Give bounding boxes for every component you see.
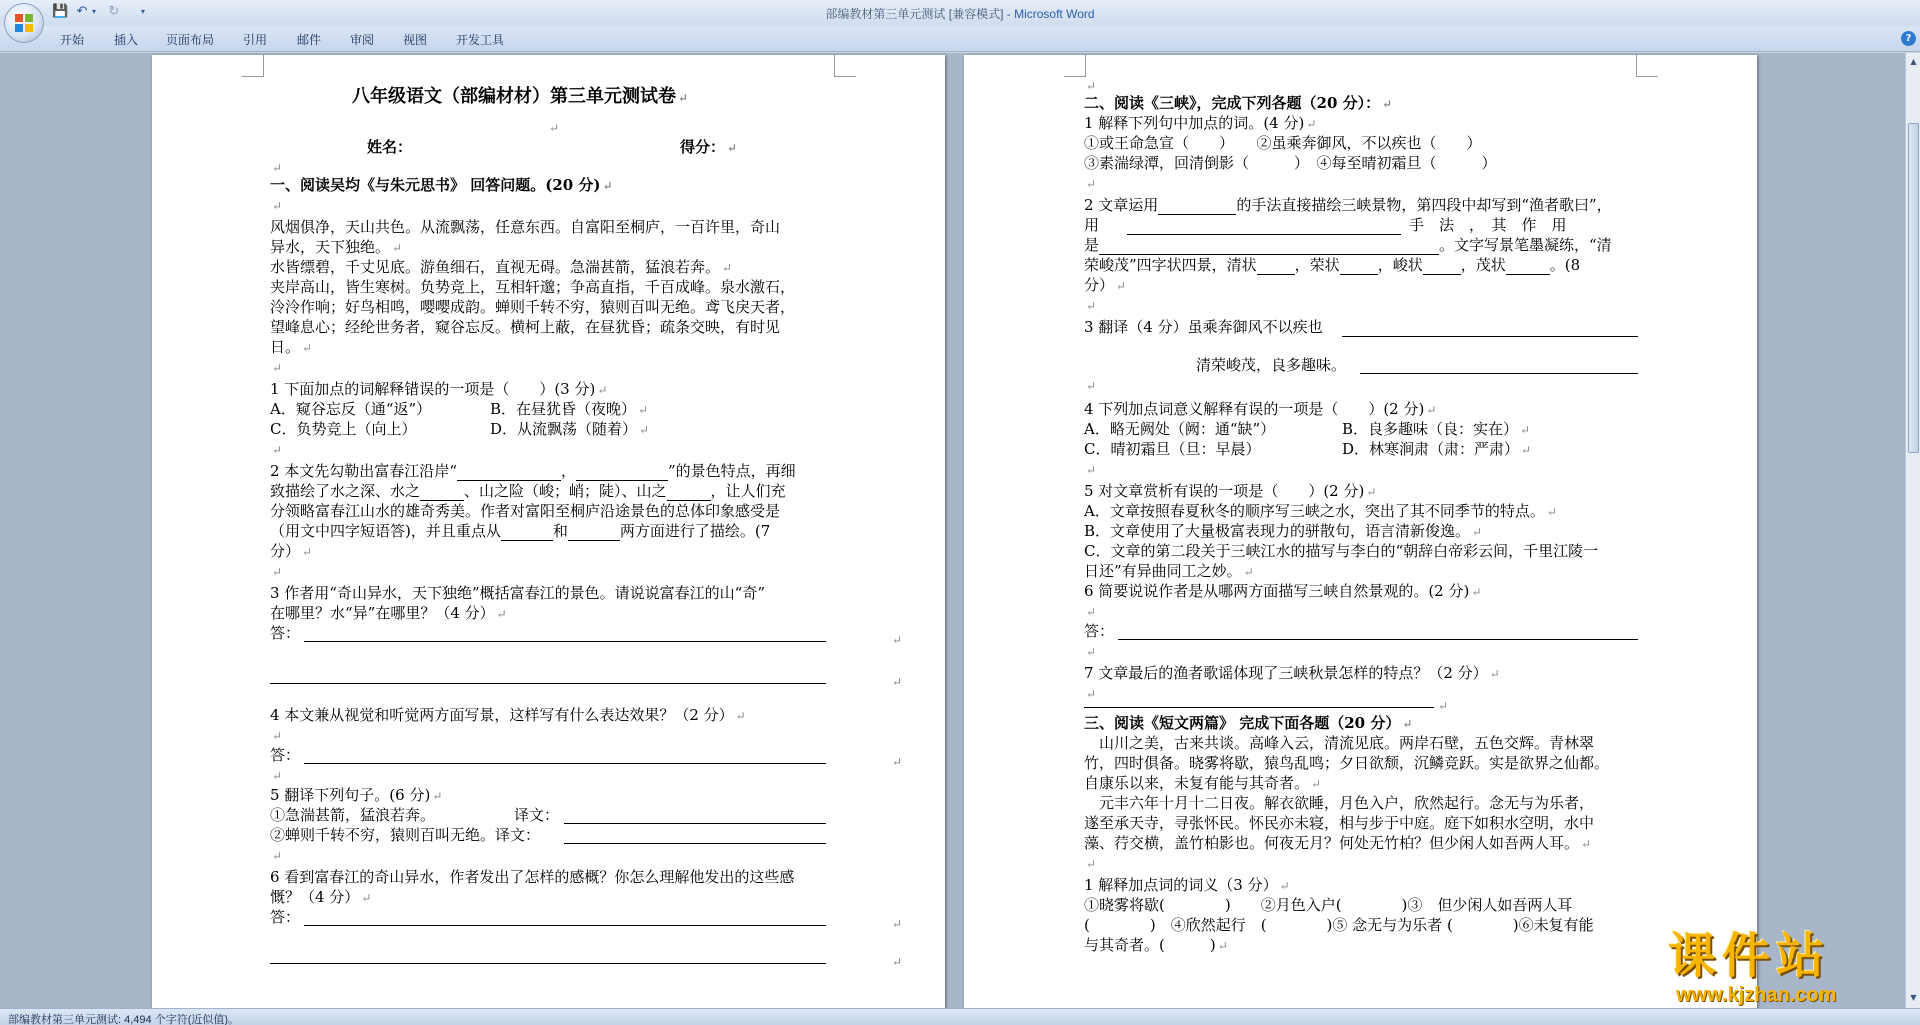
tab-insert[interactable]: 插入 <box>114 33 139 47</box>
passage-line: 竹，四时俱备。晓雾将歇，猿鸟乱鸣；夕日欲颓，沉鳞竞跃。实是欲界之仙都。 <box>1084 754 1610 772</box>
blank-line: ↵ <box>549 121 560 135</box>
translation-line[interactable] <box>1360 373 1638 374</box>
tab-home[interactable]: 开始 <box>60 33 85 47</box>
translation-label: 译文： <box>514 806 560 824</box>
blank-line: ↵ <box>1086 605 1097 619</box>
question-2: 是 。文字写景笔墨凝练，“清 <box>1084 236 1612 254</box>
answer-blank[interactable] <box>576 465 668 481</box>
status-bar <box>0 1008 1920 1025</box>
watermark-url: www.kjzhan.com <box>1676 984 1837 1006</box>
blank-line: ↵ <box>272 361 283 375</box>
app-name: Microsoft Word <box>1014 7 1095 21</box>
blank-line: ↵ <box>1086 463 1097 477</box>
blank-line: ↵ <box>1086 857 1097 871</box>
blank-line: ↵ <box>272 729 283 743</box>
answer-blank[interactable] <box>1127 219 1401 235</box>
blank-line: ↵ <box>272 443 283 457</box>
paragraph-mark: ↵ <box>892 955 903 969</box>
question-1-items: ①或王命急宣（ ） ②虽乘奔御风，不以疾也（ ） <box>1084 134 1482 152</box>
paragraph-mark: ↵ <box>892 755 903 769</box>
page-title: 八年级语文（部编材材）第三单元测试卷 ↵ <box>352 86 689 107</box>
question-3-sentence: 清荣峻茂，良多趣味。 <box>1196 356 1347 374</box>
answer-blank[interactable] <box>420 485 464 501</box>
tab-review[interactable]: 审阅 <box>350 33 375 47</box>
question-2: （用文中四字短语答)，并且重点从 和 两方面进行了描绘。(7 <box>270 522 771 540</box>
passage-line: 水皆缥碧，千丈见底。游鱼细石，直视无碍。急湍甚箭，猛浪若奔。 ↵ <box>270 258 733 276</box>
question-5: 5 翻译下列句子。(6 分) ↵ <box>270 786 443 804</box>
question-2: 2 文章运用 的手法直接描绘三峡景物，第四段中却写到“渔者歌曰”， <box>1084 196 1612 214</box>
answer-label: 答： <box>270 908 301 926</box>
paragraph-mark: ↵ <box>892 675 903 689</box>
option-b: B．在昼犹昏（夜晚） ↵ <box>490 400 649 418</box>
blank-line: ↵ <box>1086 79 1097 93</box>
tab-view[interactable]: 视图 <box>403 33 428 47</box>
score-field[interactable]: 得分： ↵ <box>680 138 738 156</box>
passage-line: 藻、荇交横，盖竹柏影也。何夜无月？何处无竹柏？但少闲人如吾两人耳。 ↵ <box>1084 834 1592 852</box>
blank-line: ↵ <box>1086 379 1097 393</box>
question-2: 分领略富春江山水的雄奇秀美。作者对富阳至桐庐沿途景色的总体印象感受是 <box>270 502 781 520</box>
paragraph-mark: ↵ <box>1438 699 1449 713</box>
question-8-items: ①晓雾将歇( ) ②月色入户( )③ 但少闲人如吾两人耳 <box>1084 896 1573 914</box>
option-a: A．略无阙处（阙：通“缺”） <box>1084 420 1276 438</box>
answer-line[interactable] <box>304 641 826 642</box>
blank-line: ↵ <box>1086 687 1097 701</box>
word-count-status[interactable]: 部编教材第三单元测试: 4,494 个字符(近似值)。 <box>8 1014 240 1025</box>
tab-references[interactable]: 引用 <box>243 33 268 47</box>
watermark-logo: 课件站 <box>1668 928 1831 984</box>
question-8-items: 与其奇者。( ) ↵ <box>1084 936 1228 954</box>
blank-line: ↵ <box>272 849 283 863</box>
answer-blank[interactable] <box>457 465 561 481</box>
answer-line[interactable] <box>270 963 826 964</box>
tab-developer[interactable]: 开发工具 <box>456 33 505 47</box>
passage-line: 元丰六年十月十二日夜。解衣欲睡，月色入户，欣然起行。念无与为乐者， <box>1084 794 1595 812</box>
answer-line[interactable] <box>1118 639 1638 640</box>
blank-line: ↵ <box>272 199 283 213</box>
option-d: D．林寒涧肃（肃：严肃） ↵ <box>1342 440 1532 458</box>
question-3: 在哪里？水“异”在哪里？（4 分） ↵ <box>270 604 507 622</box>
question-2: 分） ↵ <box>270 542 313 560</box>
office-logo-icon <box>14 13 34 33</box>
answer-line[interactable] <box>304 925 826 926</box>
scrollbar-thumb[interactable] <box>1908 123 1919 453</box>
paragraph-mark: ↵ <box>892 633 903 647</box>
window-title <box>0 5 1920 22</box>
question-1-items: ③素湍绿潭，回清倒影（ ） ④每至晴初霜旦（ ） <box>1084 154 1497 172</box>
option-b: B．良多趣味（良：实在） ↵ <box>1342 420 1531 438</box>
answer-blank[interactable] <box>1099 239 1439 255</box>
undo-dropdown-icon[interactable]: ▾ <box>91 7 96 16</box>
question-1: 1 下面加点的词解释错误的一项是（ ）(3 分) ↵ <box>270 380 608 398</box>
scroll-down-icon[interactable]: ▼ <box>1910 993 1917 1002</box>
blank-line: ↵ <box>272 769 283 783</box>
passage-line: 望峰息心；经纶世务者，窥谷忘反。横柯上蔽，在昼犹昏；疏条交映，有时见 <box>270 318 781 336</box>
question-4: 4 下列加点词意义解释有误的一项是（ ）(2 分) ↵ <box>1084 400 1437 418</box>
option-a: A．文章按照春夏秋冬的顺序写三峡之水，突出了其不同季节的特点。 ↵ <box>1084 502 1557 520</box>
question-6: 6 简要说说作者是从哪两方面描写三峡自然景观的。(2 分) ↵ <box>1084 582 1482 600</box>
sentence-1: ①急湍甚箭，猛浪若奔。 <box>270 806 436 824</box>
question-2: 致描绘了水之深、水之 、山之险（峻；峭；陡）、山之 ，让人们充 <box>270 482 786 500</box>
blank-line: ↵ <box>272 161 283 175</box>
page-right <box>964 55 1757 1008</box>
question-4: 4 本文兼从视觉和听觉两方面写景，这样写有什么表达效果？（2 分） ↵ <box>270 706 746 724</box>
blank-line: ↵ <box>1086 177 1097 191</box>
redo-icon[interactable]: ↻ <box>108 4 120 19</box>
answer-blank[interactable] <box>1423 259 1461 275</box>
margin-corner <box>1636 55 1658 77</box>
passage-line: 泠泠作响；好鸟相鸣，嘤嘤成韵。蝉则千转不穷，猿则百叫无绝。鸢飞戾天者， <box>270 298 796 316</box>
question-2: 分） ↵ <box>1084 276 1127 294</box>
question-1: 1 解释下列句中加点的词。(4 分) ↵ <box>1084 114 1317 132</box>
margin-corner <box>242 55 264 77</box>
document-title: 部编教材第三单元测试 [兼容模式] - <box>825 7 1015 21</box>
answer-blank[interactable] <box>667 485 711 501</box>
question-3: 3 翻译（4 分）虽乘奔御风不以疾也 <box>1084 318 1323 336</box>
passage-line: 日。 ↵ <box>270 338 313 356</box>
margin-corner <box>834 55 856 77</box>
option-c: C．负势竞上（向上） <box>270 420 417 438</box>
undo-icon[interactable]: ↶ <box>76 4 88 19</box>
blank-line: ↵ <box>1086 645 1097 659</box>
answer-blank[interactable] <box>501 525 553 541</box>
option-d: D．从流飘荡（随着） ↵ <box>490 420 650 438</box>
name-field[interactable]: 姓名： <box>367 138 413 156</box>
paragraph-mark: ↵ <box>892 917 903 931</box>
section-3-heading: 三、阅读《短文两篇》 完成下面各题（20 分） ↵ <box>1084 714 1413 732</box>
answer-label: 答： <box>270 624 301 642</box>
answer-label: 答： <box>270 746 301 764</box>
answer-blank[interactable] <box>1257 259 1295 275</box>
translation-line[interactable] <box>564 823 826 824</box>
option-a: A．窥谷忘反（通“返”） <box>270 400 432 418</box>
option-c: C．晴初霜旦（旦：早晨） <box>1084 440 1261 458</box>
ribbon-tabs <box>0 26 1920 52</box>
section-1-heading: 一、阅读吴均《与朱元思书》 回答问题。(20 分) ↵ <box>270 176 613 194</box>
answer-line[interactable] <box>1084 707 1434 708</box>
title-bar <box>0 0 1920 26</box>
office-button[interactable] <box>4 3 44 43</box>
option-c: C．文章的第二段关于三峡江水的描写与李白的“朝辞白帝彩云间，千里江陵一 <box>1084 542 1599 560</box>
tab-mailings[interactable]: 邮件 <box>297 33 322 47</box>
blank-line: ↵ <box>272 565 283 579</box>
option-b: B．文章使用了大量极富表现力的骈散句，语言清新俊逸。 ↵ <box>1084 522 1483 540</box>
passage-line: 山川之美，古来共谈。高峰入云，清流见底。两岸石壁，五色交辉。青林翠 <box>1084 734 1595 752</box>
question-7: 7 文章最后的渔者歌谣体现了三峡秋景怎样的特点？（2 分） ↵ <box>1084 664 1500 682</box>
question-3: 3 作者用“奇山异水，天下独绝”概括富春江的景色。请说说富春江的山“奇” <box>270 584 765 602</box>
vertical-scrollbar[interactable] <box>1905 53 1920 1008</box>
answer-blank[interactable] <box>1158 199 1236 215</box>
question-2: 用 手 法 ， 其 作 用 <box>1084 216 1567 234</box>
question-8-items: ( ) ④欣然起行 ( )⑤ 念无与为乐者 ( )⑥未复有能 <box>1084 916 1594 934</box>
page-left <box>152 55 945 1008</box>
scroll-up-icon[interactable]: ▲ <box>1910 57 1917 66</box>
answer-blank[interactable] <box>568 525 620 541</box>
question-8: 1 解释加点词的词义（3 分） ↵ <box>1084 876 1290 894</box>
help-icon[interactable]: ? <box>1901 31 1916 46</box>
passage-line: 遂至承天寺，寻张怀民。怀民亦未寝，相与步于中庭。庭下如积水空明，水中 <box>1084 814 1595 832</box>
passage-line: 夹岸高山，皆生寒树。负势竞上，互相轩邈；争高直指，千百成峰。泉水激石， <box>270 278 796 296</box>
document-area <box>0 53 1905 1008</box>
blank-line: ↵ <box>1086 299 1097 313</box>
answer-line[interactable] <box>304 763 826 764</box>
question-5: 5 对文章赏析有误的一项是（ ）(2 分) ↵ <box>1084 482 1377 500</box>
passage-line: 自康乐以来，未复有能与其奇者。 ↵ <box>1084 774 1322 792</box>
question-6: 6 看到富春江的奇山异水，作者发出了怎样的感概？你怎么理解他发出的这些感 <box>270 868 795 886</box>
passage-line: 风烟俱净，天山共色。从流飘荡，任意东西。自富阳至桐庐，一百许里，奇山 <box>270 218 781 236</box>
sentence-2: ②蝉则千转不穷，猿则百叫无绝。译文： <box>270 826 541 844</box>
answer-blank[interactable] <box>1340 259 1378 275</box>
save-icon[interactable]: 💾 <box>52 4 69 19</box>
customize-toolbar-icon[interactable]: ▾ <box>140 7 145 16</box>
answer-label: 答： <box>1084 622 1115 640</box>
option-c: 日还”有异曲同工之妙。 ↵ <box>1084 562 1254 580</box>
translation-line[interactable] <box>1342 336 1638 337</box>
question-6: 慨？（4 分） ↵ <box>270 888 372 906</box>
section-2-heading: 二、阅读《三峡》，完成下列各题（20 分）： ↵ <box>1084 94 1393 112</box>
site-watermark <box>1668 928 1908 1008</box>
margin-corner <box>1064 55 1086 77</box>
question-2: 荣峻茂”四字状四景，清状 ，荣状 ，峻状 ，茂状 。(8 <box>1084 256 1581 274</box>
answer-blank[interactable] <box>1506 259 1550 275</box>
answer-line[interactable] <box>270 683 826 684</box>
passage-line: 异水，天下独绝。 ↵ <box>270 238 403 256</box>
tab-page-layout[interactable]: 页面布局 <box>166 33 215 47</box>
translation-line[interactable] <box>564 843 826 844</box>
question-2: 2 本文先勾勒出富春江沿岸“ ， ”的景色特点，再细 <box>270 462 796 480</box>
